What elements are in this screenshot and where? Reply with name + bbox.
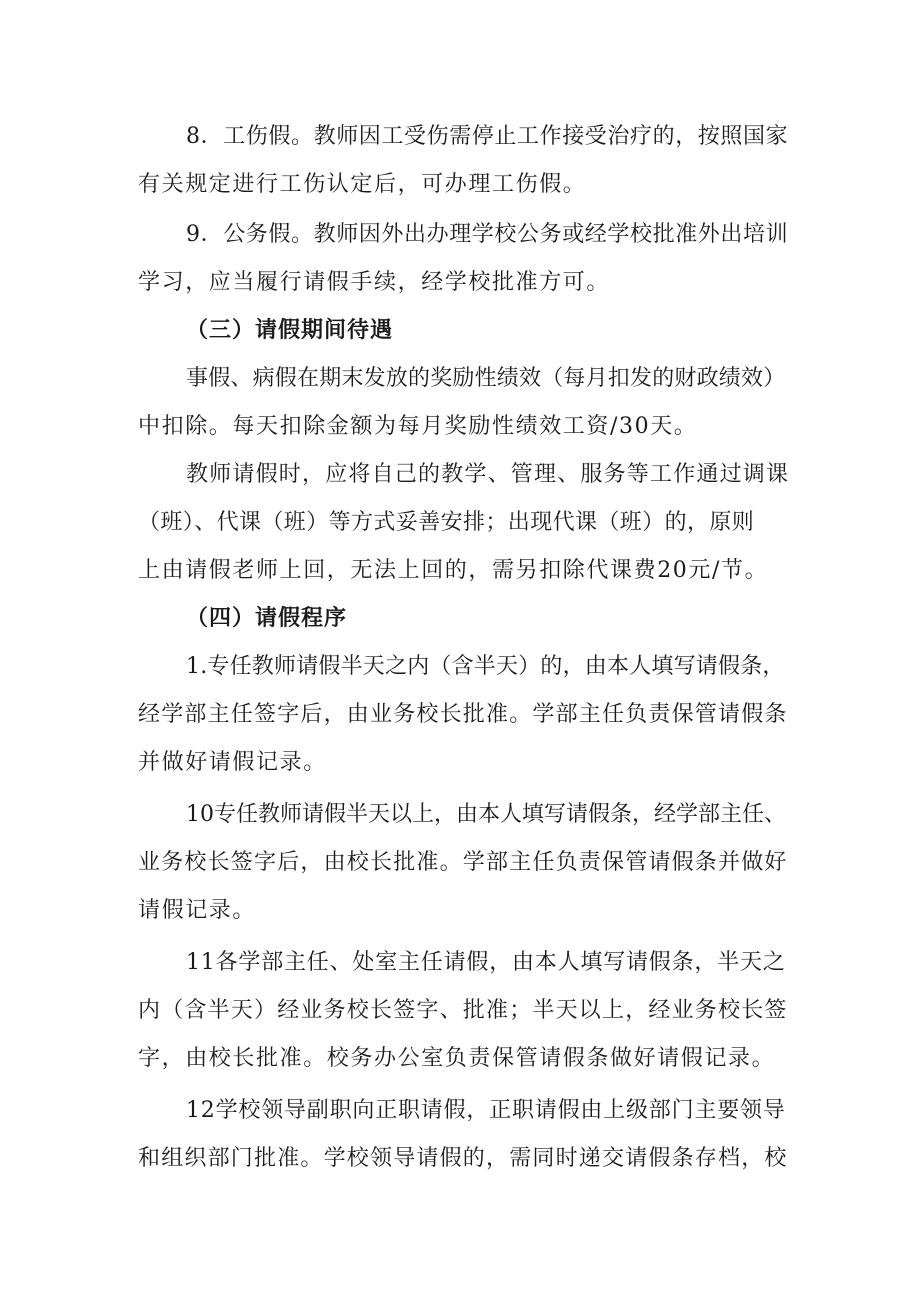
step-10-line-3: 请假记录。 <box>138 898 257 923</box>
step-12-line-2: 和组织部门批准。学校领导请假的，需同时递交请假条存档，校 <box>138 1146 788 1171</box>
section-3-para-2-line-2: （班）、代课（班）等方式妥善安排；出现代课（班）的，原则 <box>138 510 755 535</box>
section-3-para-2-line-3: 上由请假老师上回，无法上回的，需另扣除代课费20元/节。 <box>138 558 769 583</box>
section-3-para-2-line-1: 教师请假时，应将自己的教学、管理、服务等工作通过调课 <box>186 462 790 487</box>
step-11-line-2: 内（含半天）经业务校长签字、批准；半天以上，经业务校长签 <box>138 998 788 1023</box>
section-3-para-1-line-1: 事假、病假在期末发放的奖励性绩效（每月扣发的财政绩效） <box>186 366 786 391</box>
section-3-heading: （三）请假期间待遇 <box>186 318 394 343</box>
step-12-line-1: 12学校领导副职向正职请假，正职请假由上级部门主要领导 <box>186 1098 786 1123</box>
step-11-line-3: 字，由校长批准。校务办公室负责保管请假条做好请假记录。 <box>138 1046 776 1071</box>
step-11-line-1: 11各学部主任、处室主任请假，由本人填写请假条，半天之 <box>186 950 786 975</box>
step-1-line-3: 并做好请假记录。 <box>138 750 327 775</box>
item-9-line-1: 9．公务假。教师因外出办理学校公务或经学校批准外出培训 <box>186 222 789 247</box>
step-1-line-1: 1.专任教师请假半天之内（含半天）的，由本人填写请假条， <box>186 654 785 679</box>
section-4-heading: （四）请假程序 <box>186 606 348 631</box>
step-10-line-1: 10专任教师请假半天以上，由本人填写请假条，经学部主任、 <box>186 802 786 827</box>
section-3-para-1-line-2: 中扣除。每天扣除金额为每月奖励性绩效工资/30天。 <box>138 414 698 439</box>
step-10-line-2: 业务校长签字后，由校长批准。学部主任负责保管请假条并做好 <box>138 850 788 875</box>
item-9-line-2: 学习，应当履行请假手续，经学校批准方可。 <box>138 270 611 295</box>
step-1-line-2: 经学部主任签字后，由业务校长批准。学部主任负责保管请假条 <box>138 702 788 727</box>
item-8-line-2: 有关规定进行工伤认定后，可办理工伤假。 <box>138 172 587 197</box>
item-8-line-1: 8．工伤假。教师因工受伤需停止工作接受治疗的，按照国家 <box>186 124 789 149</box>
